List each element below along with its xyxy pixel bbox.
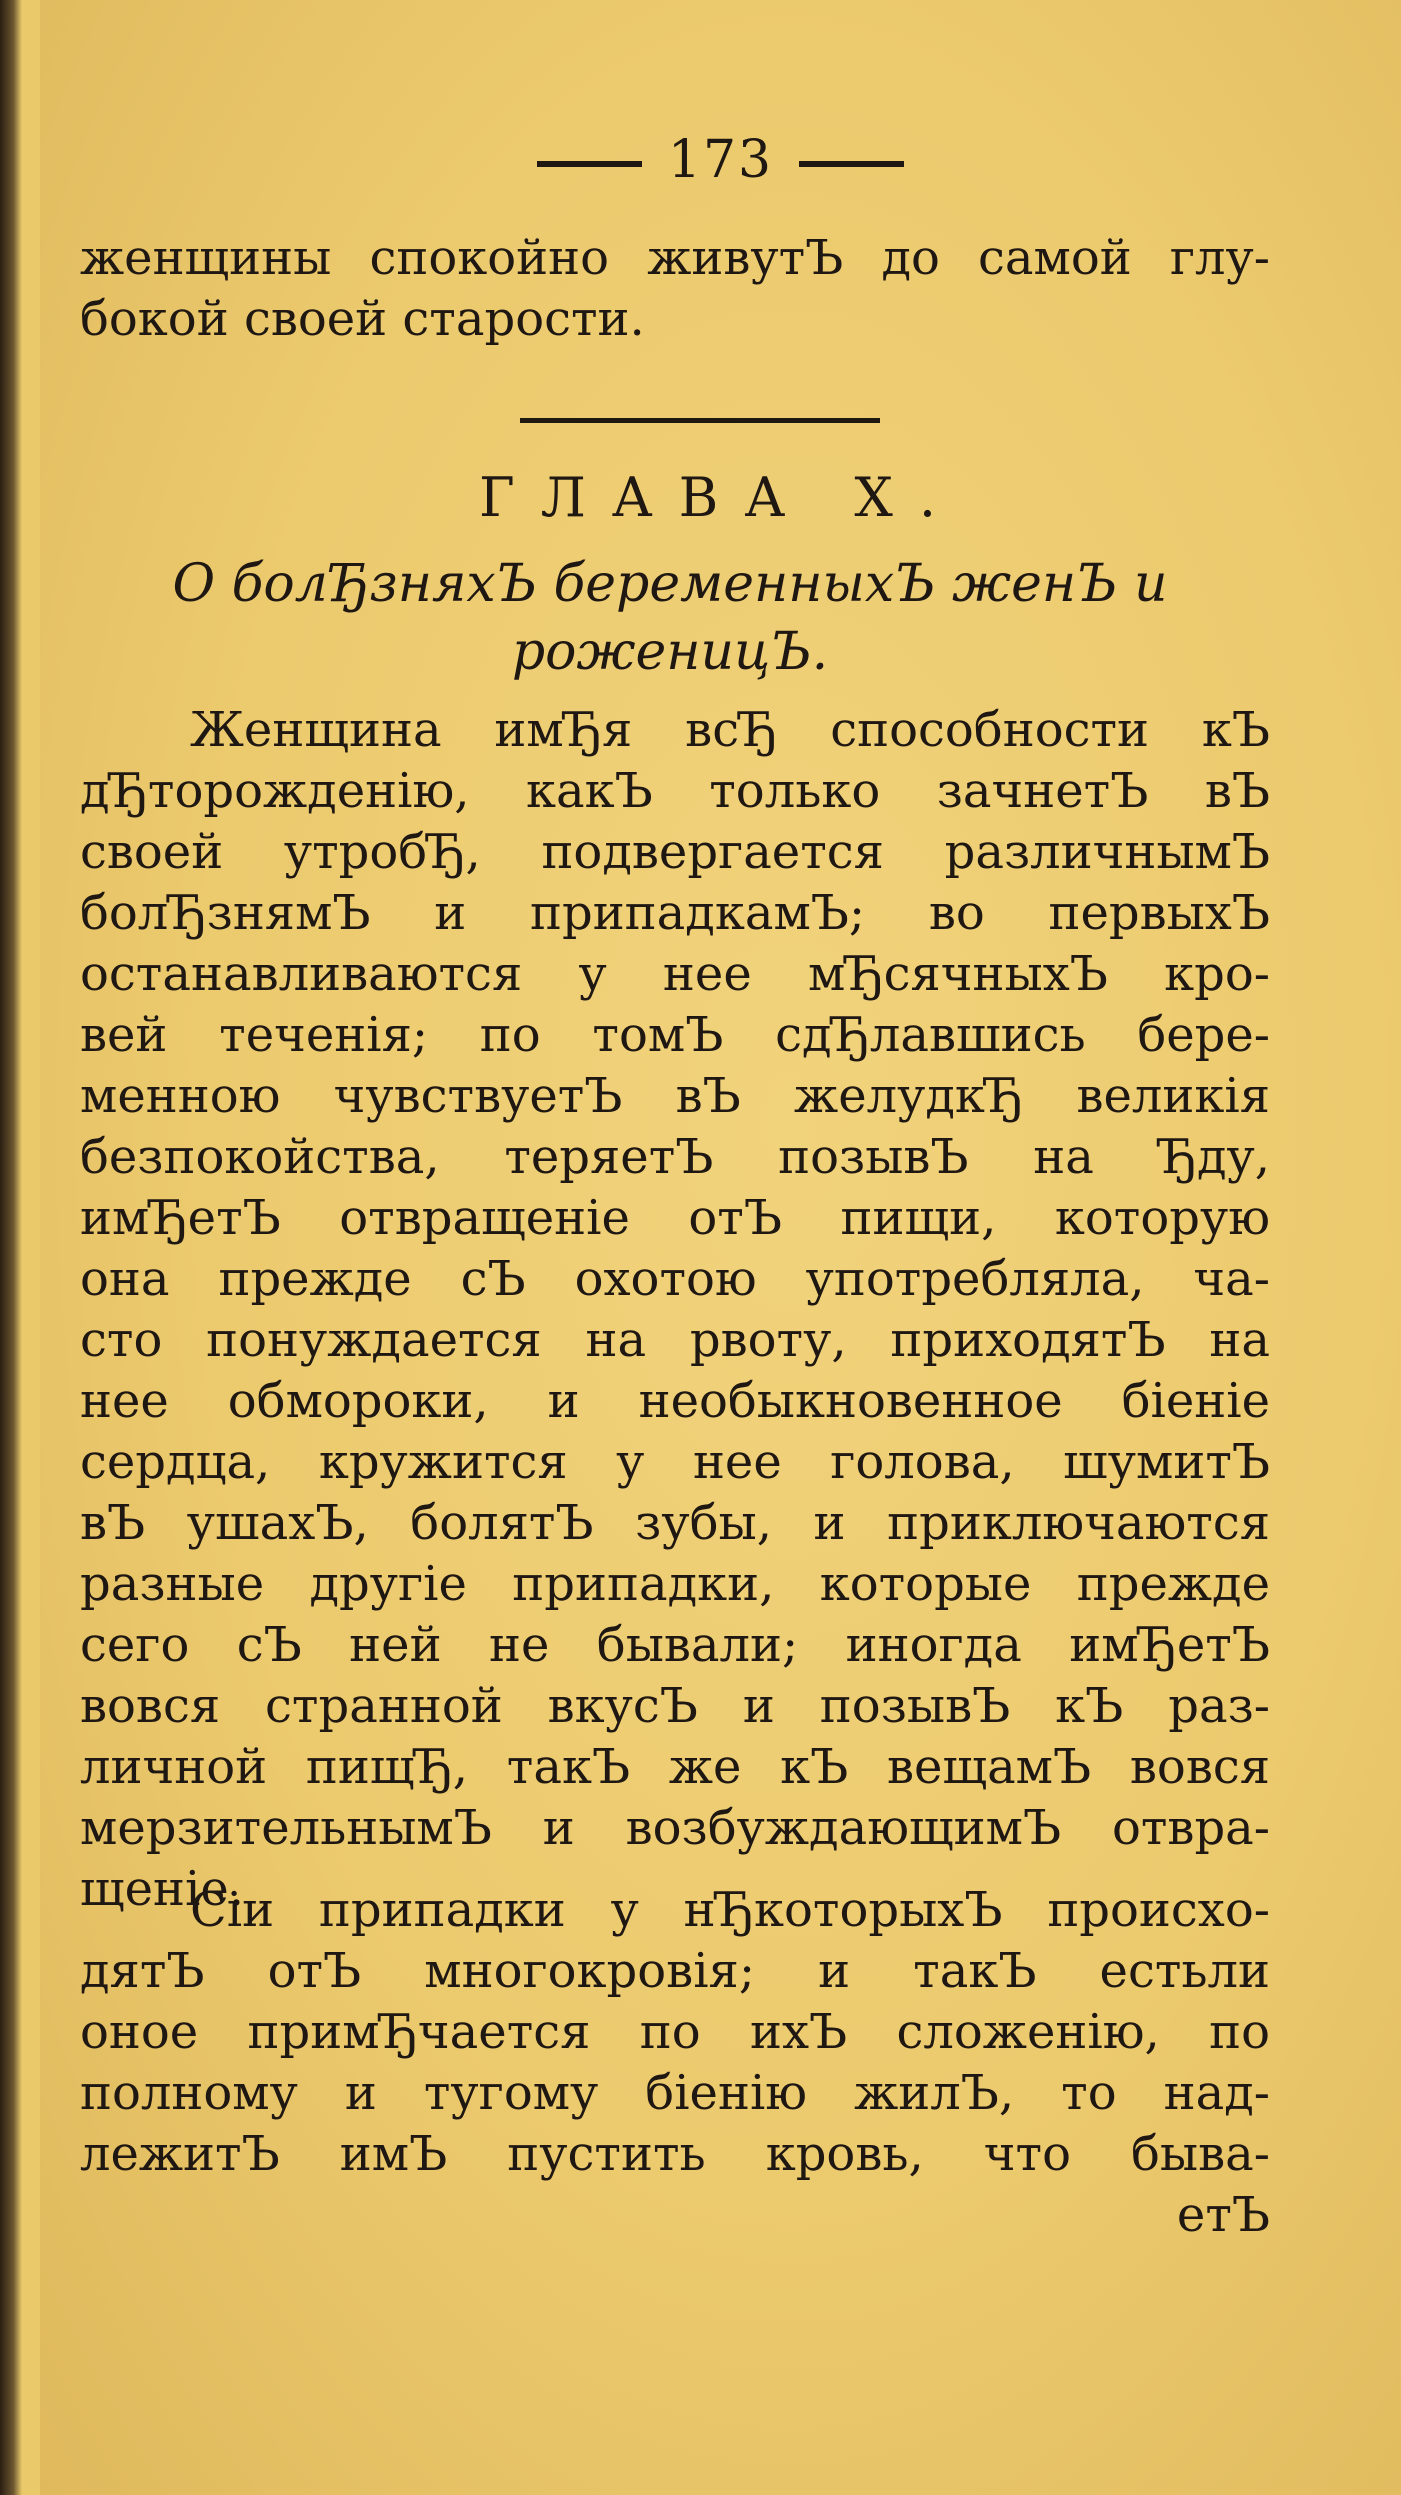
text-line: безпокойства, теряетЪ позывЪ на Ђду,: [80, 1129, 1270, 1185]
text-line: она прежде сЪ охотою употребляла, ча-: [80, 1251, 1270, 1307]
chapter-subtitle: О болЂзняхЪ беременныхЪ женЪ и роженицЪ.: [172, 554, 1168, 682]
text-line: своей утробЂ, подвергается различнымЪ: [80, 824, 1270, 880]
continued-text: [80, 228, 1270, 350]
paragraph-2: [80, 1880, 1270, 2185]
text-line: полному и тугому бiенiю жилЪ, то над-: [80, 2065, 1270, 2121]
book-binding-edge: [0, 0, 22, 2495]
section-divider: [520, 418, 880, 423]
text-line: мерзительнымЪ и возбуждающимЪ отвра-: [80, 1800, 1270, 1856]
text-line: личной пищЂ, такЪ же кЪ вещамЪ вовся: [80, 1739, 1270, 1795]
text-line: болЂзнямЪ и припадкамЪ; во первыхЪ: [80, 885, 1270, 941]
text-line: вЪ ушахЪ, болятЪ зубы, и приключаются: [80, 1495, 1270, 1551]
text-line: вей теченiя; по томЪ сдЂлавшись бере-: [80, 1007, 1270, 1063]
text-line: сто понуждается на рвоту, приходятЪ на: [80, 1312, 1270, 1368]
text-line: сего сЪ ней не бывали; иногда имЂетЪ: [80, 1617, 1270, 1673]
text-line: Сiи припадки у нЂкоторыхЪ происхо-: [190, 1882, 1270, 1938]
text-line: Женщина имЂя всЂ способности кЪ: [190, 702, 1270, 758]
text-line: женщины спокойно живутЪ до самой глу-: [80, 230, 1270, 286]
text-line: бокой своей старости.: [80, 291, 645, 347]
text-line: щенiе.: [80, 1861, 245, 1917]
header-dash-left: [537, 161, 642, 167]
text-line: дятЪ отЪ многокровiя; и такЪ естьли: [80, 1943, 1270, 1999]
text-line: имЂетЪ отвращенiе отЪ пищи, которую: [80, 1190, 1270, 1246]
book-page: [40, 0, 1401, 2495]
text-line: дЂторожденiю, какЪ только зачнетЪ вЪ: [80, 763, 1270, 819]
catchword: етЪ: [1176, 2187, 1270, 2243]
text-line: останавливаются у нее мЂсячныхЪ кро-: [80, 946, 1270, 1002]
paragraph-1: [80, 700, 1270, 1920]
text-line: вовся странной вкусЪ и позывЪ кЪ раз-: [80, 1678, 1270, 1734]
text-line: разные другiе припадки, которые прежде: [80, 1556, 1270, 1612]
page-number: 173: [667, 130, 774, 190]
header-dash-right: [799, 161, 904, 167]
text-line: менною чувствуетЪ вЪ желудкЂ великiя: [80, 1068, 1270, 1124]
text-line: сердца, кружится у нее голова, шумитЪ: [80, 1434, 1270, 1490]
chapter-heading: ГЛАВА X.: [478, 466, 963, 529]
text-line: оное примЂчается по ихЪ сложенiю, по: [80, 2004, 1270, 2060]
text-line: нее обмороки, и необыкновенное бiенiе: [80, 1373, 1270, 1429]
text-line: лежитЪ имЪ пустить кровь, что быва-: [80, 2126, 1270, 2182]
page-header: [40, 130, 1401, 190]
